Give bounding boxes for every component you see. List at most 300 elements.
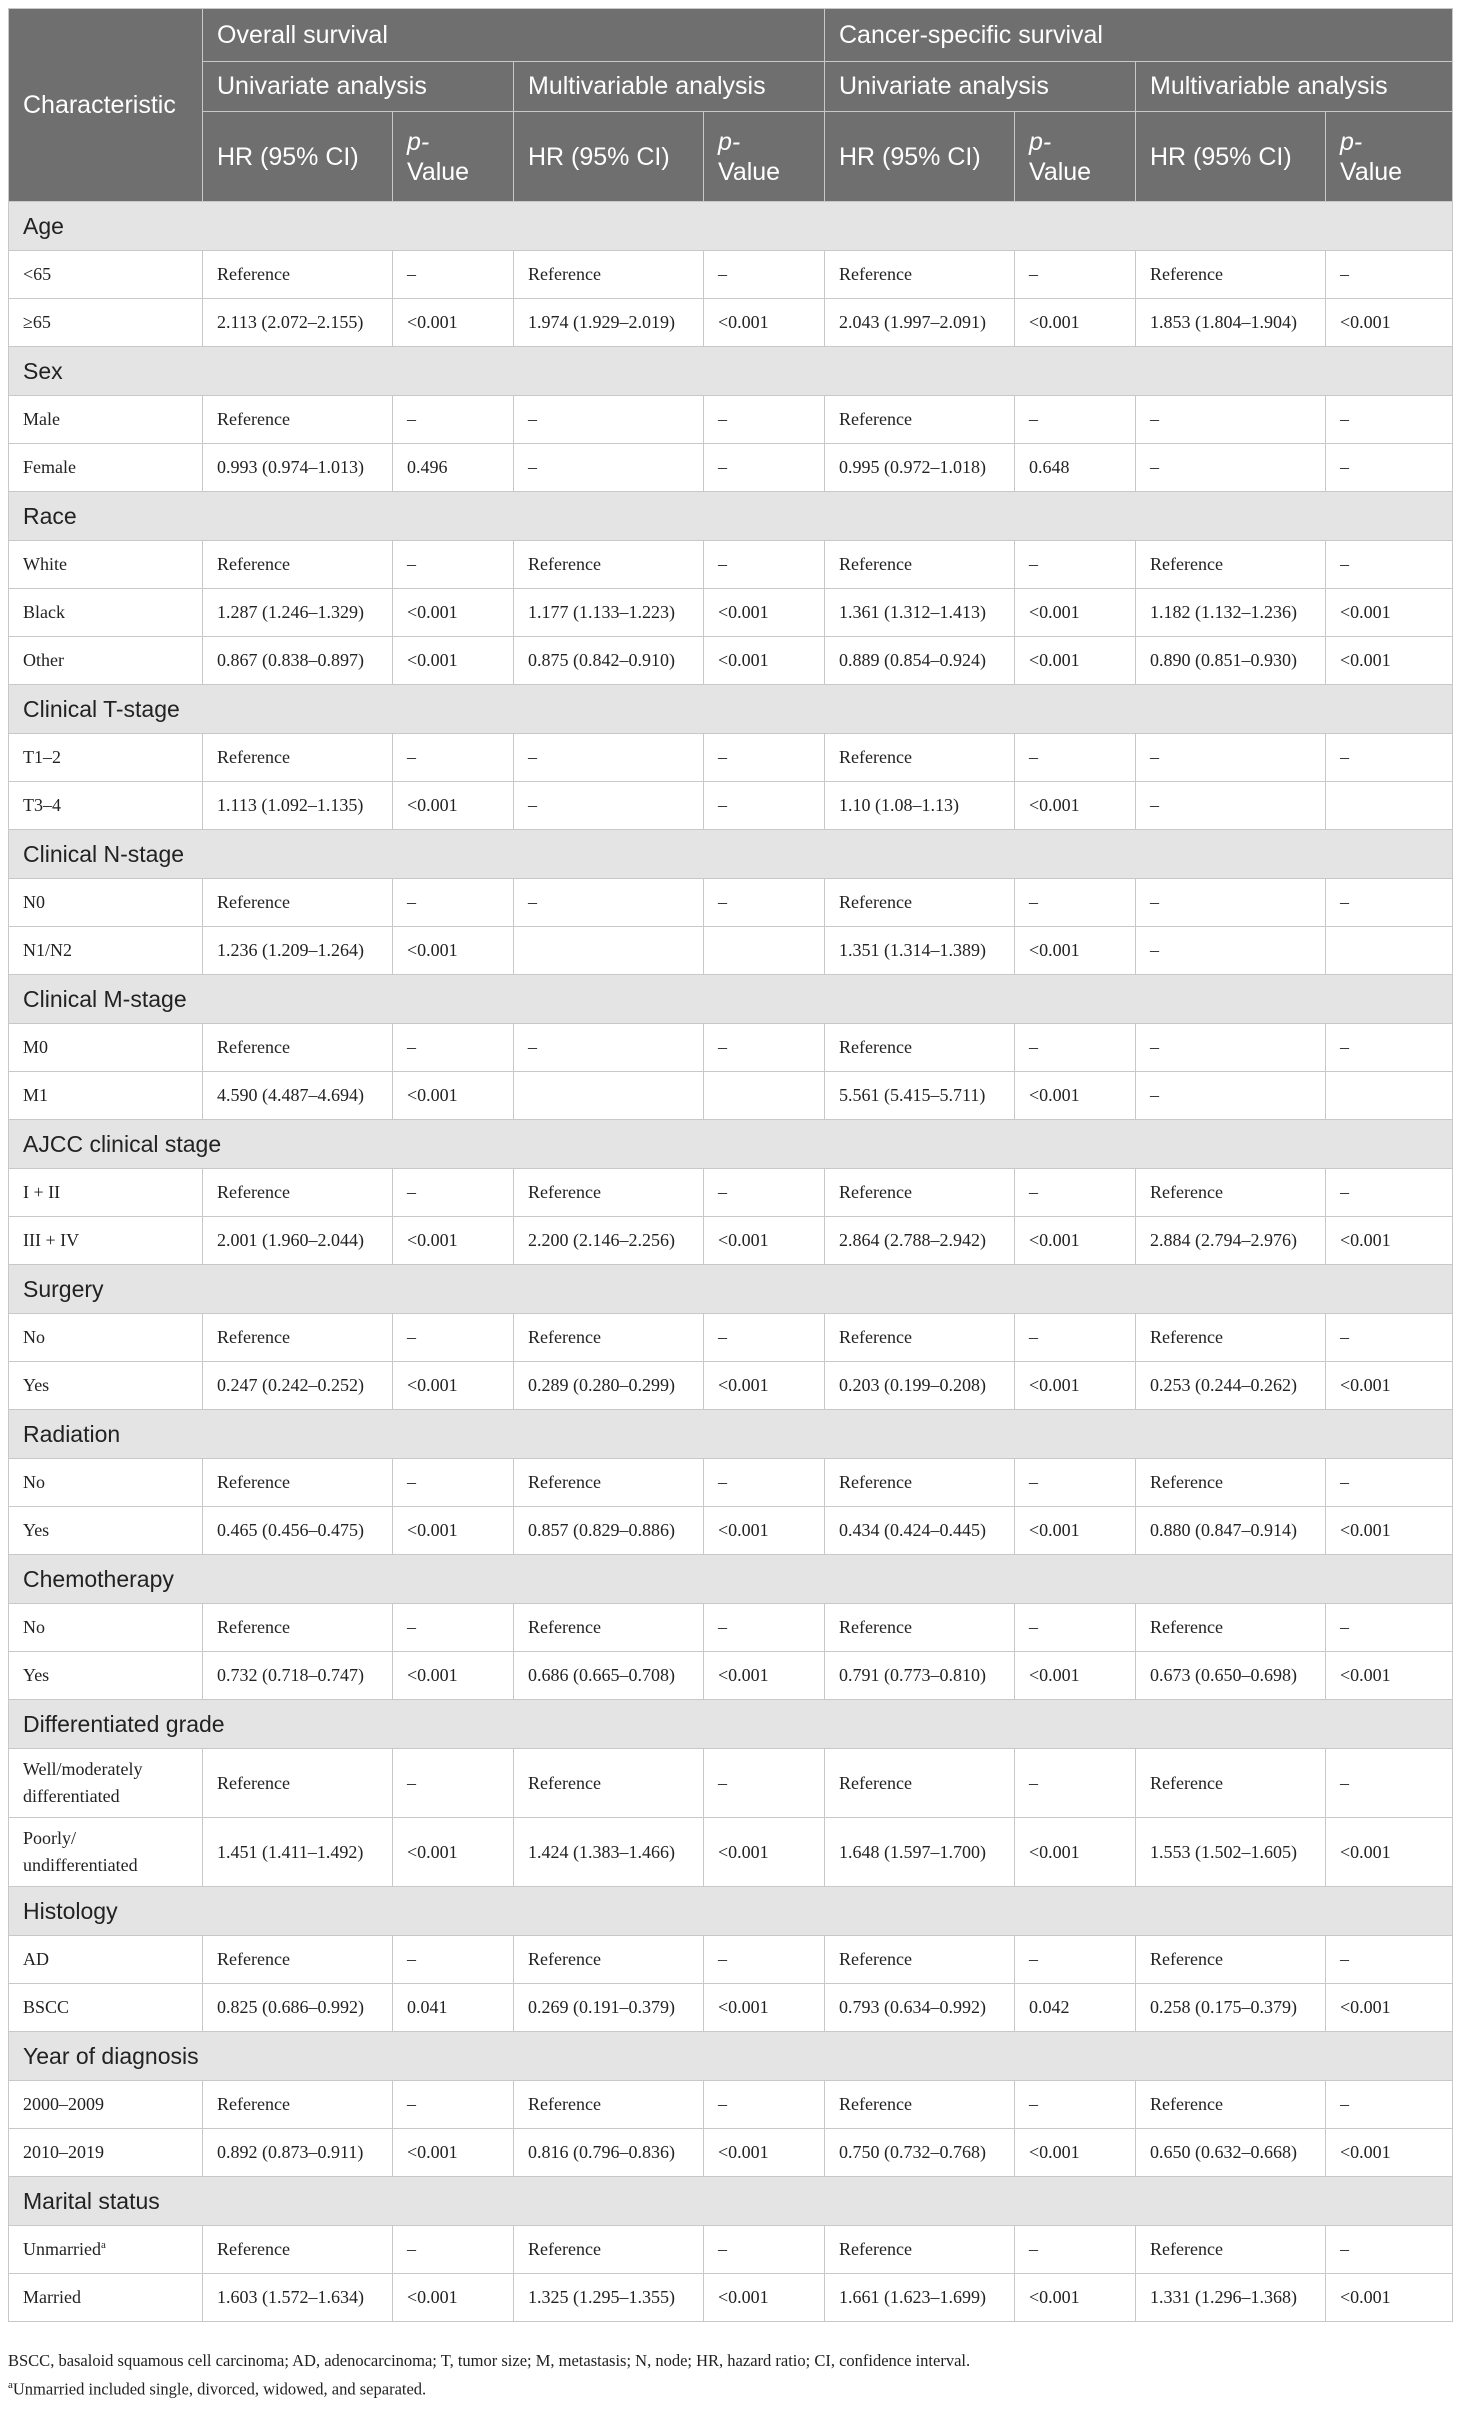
- hr-cell: Reference: [825, 2226, 1015, 2274]
- table-body: [9, 202, 1453, 2322]
- p-value-cell: [1326, 927, 1453, 975]
- table-row: [9, 2226, 1453, 2274]
- table-row: [9, 1604, 1453, 1652]
- hr-cell: –: [1136, 782, 1326, 830]
- hr-cell: 1.325 (1.295–1.355): [514, 2274, 704, 2322]
- row-label: N1/N2: [9, 927, 203, 975]
- hr-cell: –: [514, 1024, 704, 1072]
- p-value-cell: –: [393, 1169, 514, 1217]
- row-label: <65: [9, 251, 203, 299]
- p-value-cell: –: [1015, 1314, 1136, 1362]
- p-value-cell: –: [393, 2081, 514, 2129]
- row-label: Well/moderately differentiated: [9, 1749, 203, 1818]
- hr-cell: –: [514, 444, 704, 492]
- group-title: Sex: [9, 347, 1453, 396]
- row-label: AD: [9, 1936, 203, 1984]
- p-value-cell: <0.001: [393, 1818, 514, 1887]
- p-value-cell: –: [393, 1936, 514, 1984]
- hr-cell: Reference: [203, 1604, 393, 1652]
- hr-cell: 1.648 (1.597–1.700): [825, 1818, 1015, 1887]
- row-label: Black: [9, 589, 203, 637]
- p-value-cell: –: [704, 396, 825, 444]
- p-value-cell: –: [1015, 251, 1136, 299]
- hr-cell: 5.561 (5.415–5.711): [825, 1072, 1015, 1120]
- row-label: No: [9, 1314, 203, 1362]
- hr-cell: Reference: [825, 879, 1015, 927]
- p-value-cell: –: [393, 1459, 514, 1507]
- p-value-cell: <0.001: [393, 782, 514, 830]
- hr-cell: Reference: [825, 1936, 1015, 1984]
- hr-cell: 0.890 (0.851–0.930): [1136, 637, 1326, 685]
- row-label: Unmarried$^a$: [9, 2226, 203, 2274]
- hr-cell: Reference: [825, 396, 1015, 444]
- group-title: Histology: [9, 1887, 1453, 1936]
- p-value-cell: –: [1326, 396, 1453, 444]
- hr-header: HR (95% CI): [825, 112, 1015, 202]
- hr-cell: Reference: [203, 251, 393, 299]
- table-row: [9, 2081, 1453, 2129]
- hr-cell: 1.331 (1.296–1.368): [1136, 2274, 1326, 2322]
- hr-cell: 1.182 (1.132–1.236): [1136, 589, 1326, 637]
- row-label: Other: [9, 637, 203, 685]
- hr-cell: 0.889 (0.854–0.924): [825, 637, 1015, 685]
- p-value-cell: <0.001: [704, 2274, 825, 2322]
- table-row: [9, 782, 1453, 830]
- group-title: AJCC clinical stage: [9, 1120, 1453, 1169]
- table-row: [9, 1362, 1453, 1410]
- table-row: [9, 1024, 1453, 1072]
- row-label: Yes: [9, 1652, 203, 1700]
- group-header-row: [9, 2177, 1453, 2226]
- row-label: T3–4: [9, 782, 203, 830]
- row-label: ≥65: [9, 299, 203, 347]
- p-value-cell: 0.648: [1015, 444, 1136, 492]
- hr-cell: 0.875 (0.842–0.910): [514, 637, 704, 685]
- hr-cell: 0.253 (0.244–0.262): [1136, 1362, 1326, 1410]
- p-value-cell: <0.001: [704, 1652, 825, 1700]
- hr-cell: Reference: [203, 1169, 393, 1217]
- row-label: Male: [9, 396, 203, 444]
- row-label: I + II: [9, 1169, 203, 1217]
- table-row: [9, 1169, 1453, 1217]
- hr-cell: Reference: [1136, 541, 1326, 589]
- p-value-cell: <0.001: [393, 589, 514, 637]
- p-value-cell: –: [704, 1169, 825, 1217]
- p-value-header: p- Value: [1015, 112, 1136, 202]
- p-value-cell: <0.001: [393, 637, 514, 685]
- table-row: [9, 879, 1453, 927]
- hr-cell: Reference: [203, 1024, 393, 1072]
- p-value-cell: <0.001: [704, 1818, 825, 1887]
- p-value-cell: <0.001: [1015, 1652, 1136, 1700]
- hr-cell: 1.603 (1.572–1.634): [203, 2274, 393, 2322]
- p-value-cell: <0.001: [1015, 1818, 1136, 1887]
- css-univariate-header: Univariate analysis: [825, 62, 1136, 112]
- group-title: Differentiated grade: [9, 1700, 1453, 1749]
- hr-cell: –: [1136, 396, 1326, 444]
- hr-cell: 1.424 (1.383–1.466): [514, 1818, 704, 1887]
- hr-cell: 2.864 (2.788–2.942): [825, 1217, 1015, 1265]
- hr-cell: Reference: [514, 251, 704, 299]
- p-value-cell: <0.001: [1015, 1072, 1136, 1120]
- overall-survival-header: Overall survival: [203, 9, 825, 62]
- hr-cell: Reference: [1136, 1459, 1326, 1507]
- table-row: [9, 734, 1453, 782]
- hr-cell: –: [1136, 927, 1326, 975]
- group-header-row: [9, 830, 1453, 879]
- hr-cell: Reference: [514, 541, 704, 589]
- p-value-cell: 0.042: [1015, 1984, 1136, 2032]
- p-value-cell: <0.001: [1015, 782, 1136, 830]
- p-value-cell: <0.001: [1326, 299, 1453, 347]
- hr-cell: Reference: [825, 541, 1015, 589]
- hr-cell: 2.001 (1.960–2.044): [203, 1217, 393, 1265]
- table-row: [9, 589, 1453, 637]
- p-value-cell: –: [1326, 1024, 1453, 1072]
- hr-cell: Reference: [203, 396, 393, 444]
- p-value-cell: –: [1326, 1459, 1453, 1507]
- p-value-cell: <0.001: [1326, 637, 1453, 685]
- p-value-cell: –: [1015, 1604, 1136, 1652]
- p-value-cell: –: [1015, 1169, 1136, 1217]
- p-value-cell: –: [1015, 396, 1136, 444]
- p-value-cell: –: [393, 1024, 514, 1072]
- p-value-cell: <0.001: [393, 1652, 514, 1700]
- hr-cell: Reference: [1136, 1314, 1326, 1362]
- row-label: No: [9, 1459, 203, 1507]
- hr-cell: 1.113 (1.092–1.135): [203, 782, 393, 830]
- table-row: [9, 299, 1453, 347]
- p-value-cell: –: [1326, 1749, 1453, 1818]
- os-univariate-header: Univariate analysis: [203, 62, 514, 112]
- hr-cell: –: [1136, 444, 1326, 492]
- p-value-cell: –: [704, 2081, 825, 2129]
- p-value-cell: <0.001: [1326, 1217, 1453, 1265]
- p-value-cell: –: [704, 734, 825, 782]
- p-value-cell: <0.001: [393, 2274, 514, 2322]
- table-row: [9, 541, 1453, 589]
- table-row: [9, 396, 1453, 444]
- p-value-cell: –: [393, 396, 514, 444]
- p-value-cell: <0.001: [1015, 927, 1136, 975]
- hr-cell: 0.867 (0.838–0.897): [203, 637, 393, 685]
- hr-cell: Reference: [825, 734, 1015, 782]
- hr-cell: 0.791 (0.773–0.810): [825, 1652, 1015, 1700]
- group-title: Marital status: [9, 2177, 1453, 2226]
- p-value-cell: –: [1326, 1936, 1453, 1984]
- group-header-row: [9, 1120, 1453, 1169]
- p-value-cell: –: [393, 1314, 514, 1362]
- p-value-cell: –: [1015, 734, 1136, 782]
- row-label: III + IV: [9, 1217, 203, 1265]
- hr-cell: Reference: [203, 1314, 393, 1362]
- p-value-cell: <0.001: [1326, 1507, 1453, 1555]
- table-row: [9, 927, 1453, 975]
- hr-cell: 1.236 (1.209–1.264): [203, 927, 393, 975]
- group-header-row: [9, 685, 1453, 734]
- hr-cell: 0.793 (0.634–0.992): [825, 1984, 1015, 2032]
- p-value-cell: [1326, 1072, 1453, 1120]
- hr-cell: –: [514, 734, 704, 782]
- p-value-cell: <0.001: [1326, 1652, 1453, 1700]
- hr-cell: Reference: [1136, 2226, 1326, 2274]
- table-row: [9, 1507, 1453, 1555]
- p-value-cell: <0.001: [1326, 1362, 1453, 1410]
- p-value-cell: [704, 1072, 825, 1120]
- p-value-cell: –: [393, 251, 514, 299]
- p-value-cell: –: [1015, 2226, 1136, 2274]
- hr-cell: Reference: [514, 1459, 704, 1507]
- row-label: Female: [9, 444, 203, 492]
- p-value-cell: –: [1326, 1604, 1453, 1652]
- group-title: Year of diagnosis: [9, 2032, 1453, 2081]
- group-header-row: [9, 1555, 1453, 1604]
- p-value-cell: <0.001: [1326, 1818, 1453, 1887]
- p-value-cell: –: [393, 734, 514, 782]
- hr-cell: Reference: [203, 879, 393, 927]
- p-value-cell: –: [1015, 879, 1136, 927]
- hr-cell: Reference: [1136, 1749, 1326, 1818]
- p-value-cell: <0.001: [393, 299, 514, 347]
- p-value-cell: –: [1326, 251, 1453, 299]
- hr-cell: 1.287 (1.246–1.329): [203, 589, 393, 637]
- p-value-cell: –: [704, 1749, 825, 1818]
- hr-header: HR (95% CI): [203, 112, 393, 202]
- p-value-header: p- Value: [1326, 112, 1453, 202]
- group-header-row: [9, 975, 1453, 1024]
- hr-cell: Reference: [514, 2081, 704, 2129]
- hr-cell: 1.553 (1.502–1.605): [1136, 1818, 1326, 1887]
- p-value-cell: <0.001: [704, 2129, 825, 2177]
- hr-cell: 1.974 (1.929–2.019): [514, 299, 704, 347]
- p-value-cell: –: [393, 1604, 514, 1652]
- group-title: Surgery: [9, 1265, 1453, 1314]
- group-header-row: [9, 1887, 1453, 1936]
- hr-cell: –: [1136, 879, 1326, 927]
- row-label: M0: [9, 1024, 203, 1072]
- table-footnotes: [8, 2348, 1452, 2402]
- p-value-cell: –: [704, 541, 825, 589]
- p-value-cell: <0.001: [1326, 2129, 1453, 2177]
- p-value-cell: <0.001: [1015, 2129, 1136, 2177]
- group-header-row: [9, 1700, 1453, 1749]
- hr-cell: Reference: [514, 2226, 704, 2274]
- p-value-cell: <0.001: [704, 637, 825, 685]
- hr-cell: 0.825 (0.686–0.992): [203, 1984, 393, 2032]
- os-multivariable-header: Multivariable analysis: [514, 62, 825, 112]
- p-value-cell: –: [1015, 541, 1136, 589]
- hr-cell: Reference: [514, 1936, 704, 1984]
- hr-cell: 0.816 (0.796–0.836): [514, 2129, 704, 2177]
- p-value-cell: –: [704, 444, 825, 492]
- hr-cell: –: [514, 782, 704, 830]
- p-value-cell: –: [1015, 1936, 1136, 1984]
- group-header-row: [9, 2032, 1453, 2081]
- p-value-cell: <0.001: [704, 1984, 825, 2032]
- p-value-cell: <0.001: [704, 299, 825, 347]
- p-value-cell: <0.001: [393, 1507, 514, 1555]
- p-value-cell: <0.001: [1326, 2274, 1453, 2322]
- hr-cell: 1.361 (1.312–1.413): [825, 589, 1015, 637]
- hr-cell: Reference: [203, 1936, 393, 1984]
- p-value-cell: <0.001: [704, 589, 825, 637]
- hr-cell: 0.434 (0.424–0.445): [825, 1507, 1015, 1555]
- table-row: [9, 1936, 1453, 1984]
- hr-cell: Reference: [1136, 251, 1326, 299]
- hr-cell: 2.043 (1.997–2.091): [825, 299, 1015, 347]
- row-label: T1–2: [9, 734, 203, 782]
- hr-cell: 2.113 (2.072–2.155): [203, 299, 393, 347]
- group-title: Clinical N-stage: [9, 830, 1453, 879]
- p-value-cell: –: [393, 2226, 514, 2274]
- hr-cell: –: [514, 879, 704, 927]
- row-label: Yes: [9, 1362, 203, 1410]
- hr-cell: 0.289 (0.280–0.299): [514, 1362, 704, 1410]
- p-value-cell: <0.001: [1015, 1362, 1136, 1410]
- hr-cell: 0.750 (0.732–0.768): [825, 2129, 1015, 2177]
- row-label: Poorly/ undifferentiated: [9, 1818, 203, 1887]
- table-row: [9, 2129, 1453, 2177]
- table-row: [9, 1459, 1453, 1507]
- p-value-cell: <0.001: [1015, 2274, 1136, 2322]
- hr-cell: Reference: [1136, 1604, 1326, 1652]
- p-value-cell: –: [1326, 2226, 1453, 2274]
- hr-cell: Reference: [203, 1459, 393, 1507]
- characteristic-header: Characteristic: [9, 9, 203, 202]
- row-label: White: [9, 541, 203, 589]
- row-label: Married: [9, 2274, 203, 2322]
- group-title: Race: [9, 492, 1453, 541]
- row-label: M1: [9, 1072, 203, 1120]
- p-value-cell: <0.001: [393, 2129, 514, 2177]
- hr-cell: Reference: [825, 1459, 1015, 1507]
- p-value-cell: <0.001: [1015, 299, 1136, 347]
- p-value-cell: –: [1015, 1459, 1136, 1507]
- hr-cell: 0.247 (0.242–0.252): [203, 1362, 393, 1410]
- p-value-cell: <0.001: [704, 1217, 825, 1265]
- hr-cell: –: [514, 396, 704, 444]
- p-value-cell: <0.001: [393, 1362, 514, 1410]
- p-value-cell: –: [704, 1459, 825, 1507]
- p-value-cell: –: [704, 2226, 825, 2274]
- group-header-row: [9, 347, 1453, 396]
- table-row: [9, 2274, 1453, 2322]
- p-value-cell: –: [704, 879, 825, 927]
- hr-cell: Reference: [825, 1024, 1015, 1072]
- p-value-cell: <0.001: [393, 1072, 514, 1120]
- p-value-cell: –: [704, 1936, 825, 1984]
- table-row: [9, 444, 1453, 492]
- p-value-cell: <0.001: [1326, 1984, 1453, 2032]
- group-title: Chemotherapy: [9, 1555, 1453, 1604]
- p-value-cell: –: [1326, 2081, 1453, 2129]
- p-value-cell: 0.041: [393, 1984, 514, 2032]
- p-value-cell: –: [1326, 1169, 1453, 1217]
- group-title: Radiation: [9, 1410, 1453, 1459]
- hr-cell: Reference: [514, 1314, 704, 1362]
- hr-cell: Reference: [203, 2226, 393, 2274]
- hr-cell: –: [1136, 1024, 1326, 1072]
- hr-cell: 0.993 (0.974–1.013): [203, 444, 393, 492]
- hr-cell: Reference: [1136, 1169, 1326, 1217]
- group-title: Clinical T-stage: [9, 685, 1453, 734]
- group-header-row: [9, 492, 1453, 541]
- unmarried-note: $^a$Unmarried included single, divorced, widowed, and separated.: [8, 2379, 427, 2399]
- table-row: [9, 1072, 1453, 1120]
- group-header-row: [9, 1265, 1453, 1314]
- hr-cell: 0.465 (0.456–0.475): [203, 1507, 393, 1555]
- hr-cell: 4.590 (4.487–4.694): [203, 1072, 393, 1120]
- hr-header: HR (95% CI): [1136, 112, 1326, 202]
- p-value-cell: –: [1015, 2081, 1136, 2129]
- hr-cell: Reference: [514, 1749, 704, 1818]
- hr-cell: 0.880 (0.847–0.914): [1136, 1507, 1326, 1555]
- hr-cell: [514, 927, 704, 975]
- hr-cell: 1.451 (1.411–1.492): [203, 1818, 393, 1887]
- hr-cell: 0.857 (0.829–0.886): [514, 1507, 704, 1555]
- hr-cell: –: [1136, 1072, 1326, 1120]
- p-value-cell: [704, 927, 825, 975]
- hr-cell: [514, 1072, 704, 1120]
- table-header: [9, 9, 1453, 202]
- p-value-cell: –: [704, 782, 825, 830]
- hr-cell: Reference: [825, 1749, 1015, 1818]
- p-value-cell: –: [1326, 444, 1453, 492]
- p-value-cell: –: [704, 1314, 825, 1362]
- p-value-cell: –: [1015, 1749, 1136, 1818]
- p-value-cell: –: [393, 1749, 514, 1818]
- p-value-cell: <0.001: [393, 927, 514, 975]
- table-row: [9, 1217, 1453, 1265]
- hr-cell: 0.686 (0.665–0.708): [514, 1652, 704, 1700]
- hr-cell: Reference: [203, 1749, 393, 1818]
- hr-cell: Reference: [1136, 1936, 1326, 1984]
- group-header-row: [9, 202, 1453, 251]
- hr-cell: Reference: [825, 1314, 1015, 1362]
- hr-cell: 1.10 (1.08–1.13): [825, 782, 1015, 830]
- abbreviations-note: BSCC, basaloid squamous cell carcinoma; AD, adenocarcinoma; T, tumor size; M, metastasis; N, node; HR, hazard ratio; CI, confidence interval.: [8, 2351, 971, 2370]
- group-title: Clinical M-stage: [9, 975, 1453, 1024]
- hr-cell: 0.269 (0.191–0.379): [514, 1984, 704, 2032]
- hr-cell: Reference: [825, 1169, 1015, 1217]
- p-value-cell: <0.001: [1015, 637, 1136, 685]
- table-row: [9, 1314, 1453, 1362]
- hr-cell: Reference: [825, 1604, 1015, 1652]
- hr-header: HR (95% CI): [514, 112, 704, 202]
- table-row: [9, 1652, 1453, 1700]
- p-value-cell: –: [393, 879, 514, 927]
- hr-cell: 1.351 (1.314–1.389): [825, 927, 1015, 975]
- hr-cell: 0.203 (0.199–0.208): [825, 1362, 1015, 1410]
- hr-cell: 2.200 (2.146–2.256): [514, 1217, 704, 1265]
- p-value-cell: –: [704, 1024, 825, 1072]
- css-multivariable-header: Multivariable analysis: [1136, 62, 1453, 112]
- p-value-cell: –: [704, 251, 825, 299]
- p-value-cell: <0.001: [1015, 1507, 1136, 1555]
- p-value-cell: [1326, 782, 1453, 830]
- cancer-specific-survival-header: Cancer-specific survival: [825, 9, 1453, 62]
- p-value-cell: <0.001: [1326, 589, 1453, 637]
- table-row: [9, 1749, 1453, 1818]
- hr-cell: 1.661 (1.623–1.699): [825, 2274, 1015, 2322]
- hr-cell: 0.732 (0.718–0.747): [203, 1652, 393, 1700]
- group-title: Age: [9, 202, 1453, 251]
- hr-cell: Reference: [514, 1169, 704, 1217]
- row-label: Yes: [9, 1507, 203, 1555]
- hr-cell: 0.673 (0.650–0.698): [1136, 1652, 1326, 1700]
- p-value-cell: –: [1015, 1024, 1136, 1072]
- table-row: [9, 637, 1453, 685]
